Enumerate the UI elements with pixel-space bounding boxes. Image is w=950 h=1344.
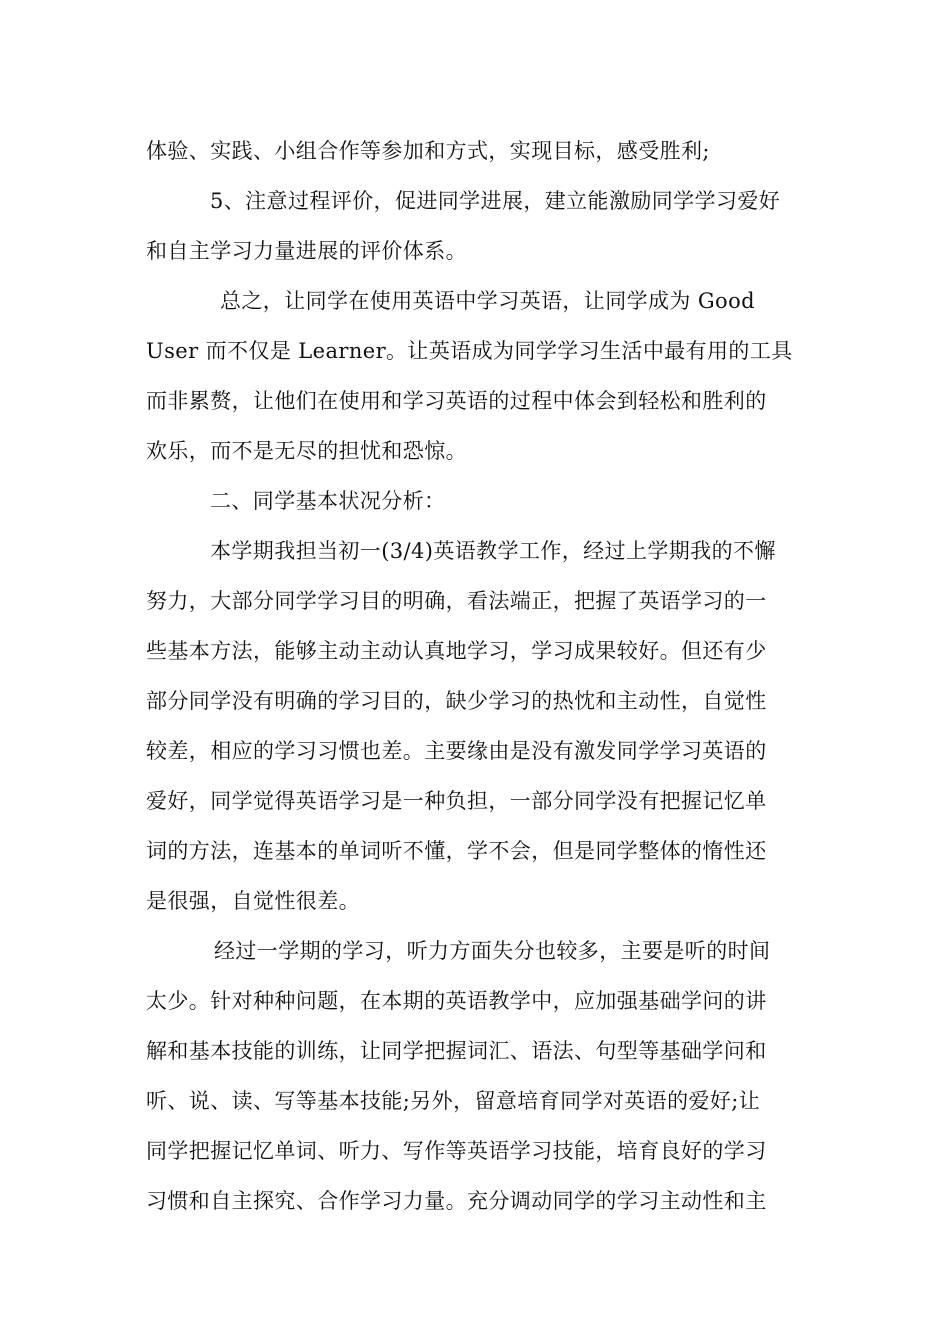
text-line: 习惯和自主探究、合作学习力量。充分调动同学的学习主动性和主	[146, 1189, 767, 1213]
text-line: 而非累赘，让他们在使用和学习英语的过程中体会到轻松和胜利的	[146, 389, 767, 413]
text-line: User 而不仅是 Learner。让英语成为同学学习生活中最有用的工具	[146, 339, 793, 363]
text-line: 词的方法，连基本的单词听不懂，学不会，但是同学整体的惰性还	[146, 839, 767, 863]
document-body	[146, 126, 806, 1226]
text-line: 经过一学期的学习，听力方面失分也较多，主要是听的时间	[214, 939, 771, 963]
text-line: 和自主学习力量进展的评价体系。	[146, 239, 467, 263]
text-line: 些基本方法，能够主动主动认真地学习，学习成果较好。但还有少	[146, 639, 767, 663]
text-line: 努力，大部分同学学习目的明确，看法端正，把握了英语学习的一	[146, 589, 767, 613]
text-line: 5、注意过程评价，促进同学进展，建立能激励同学学习爱好	[210, 189, 781, 213]
text-line: 本学期我担当初一(3/4)英语教学工作，经过上学期我的不懈	[210, 539, 776, 563]
text-line: 欢乐，而不是无尽的担忧和恐惊。	[146, 439, 467, 463]
text-line: 太少。针对种种问题，在本期的英语教学中，应加强基础学问的讲	[146, 989, 767, 1013]
text-line: 是很强，自觉性很差。	[146, 889, 360, 913]
text-line: 爱好，同学觉得英语学习是一种负担，一部分同学没有把握记忆单	[146, 789, 767, 813]
text-line: 部分同学没有明确的学习目的，缺少学习的热忱和主动性，自觉性	[146, 689, 767, 713]
text-line: 体验、实践、小组合作等参加和方式，实现目标，感受胜利;	[146, 139, 710, 163]
text-line: 解和基本技能的训练，让同学把握词汇、语法、句型等基础学问和	[146, 1039, 767, 1063]
text-line: 听、说、读、写等基本技能;另外，留意培育同学对英语的爱好;让	[146, 1089, 761, 1113]
text-line: 较差，相应的学习习惯也差。主要缘由是没有激发同学学习英语的	[146, 739, 767, 763]
section-heading: 二、同学基本状况分析：	[210, 489, 446, 513]
text-line: 同学把握记忆单词、听力、写作等英语学习技能，培育良好的学习	[146, 1139, 767, 1163]
text-line: 总之，让同学在使用英语中学习英语，让同学成为 Good	[220, 289, 755, 313]
